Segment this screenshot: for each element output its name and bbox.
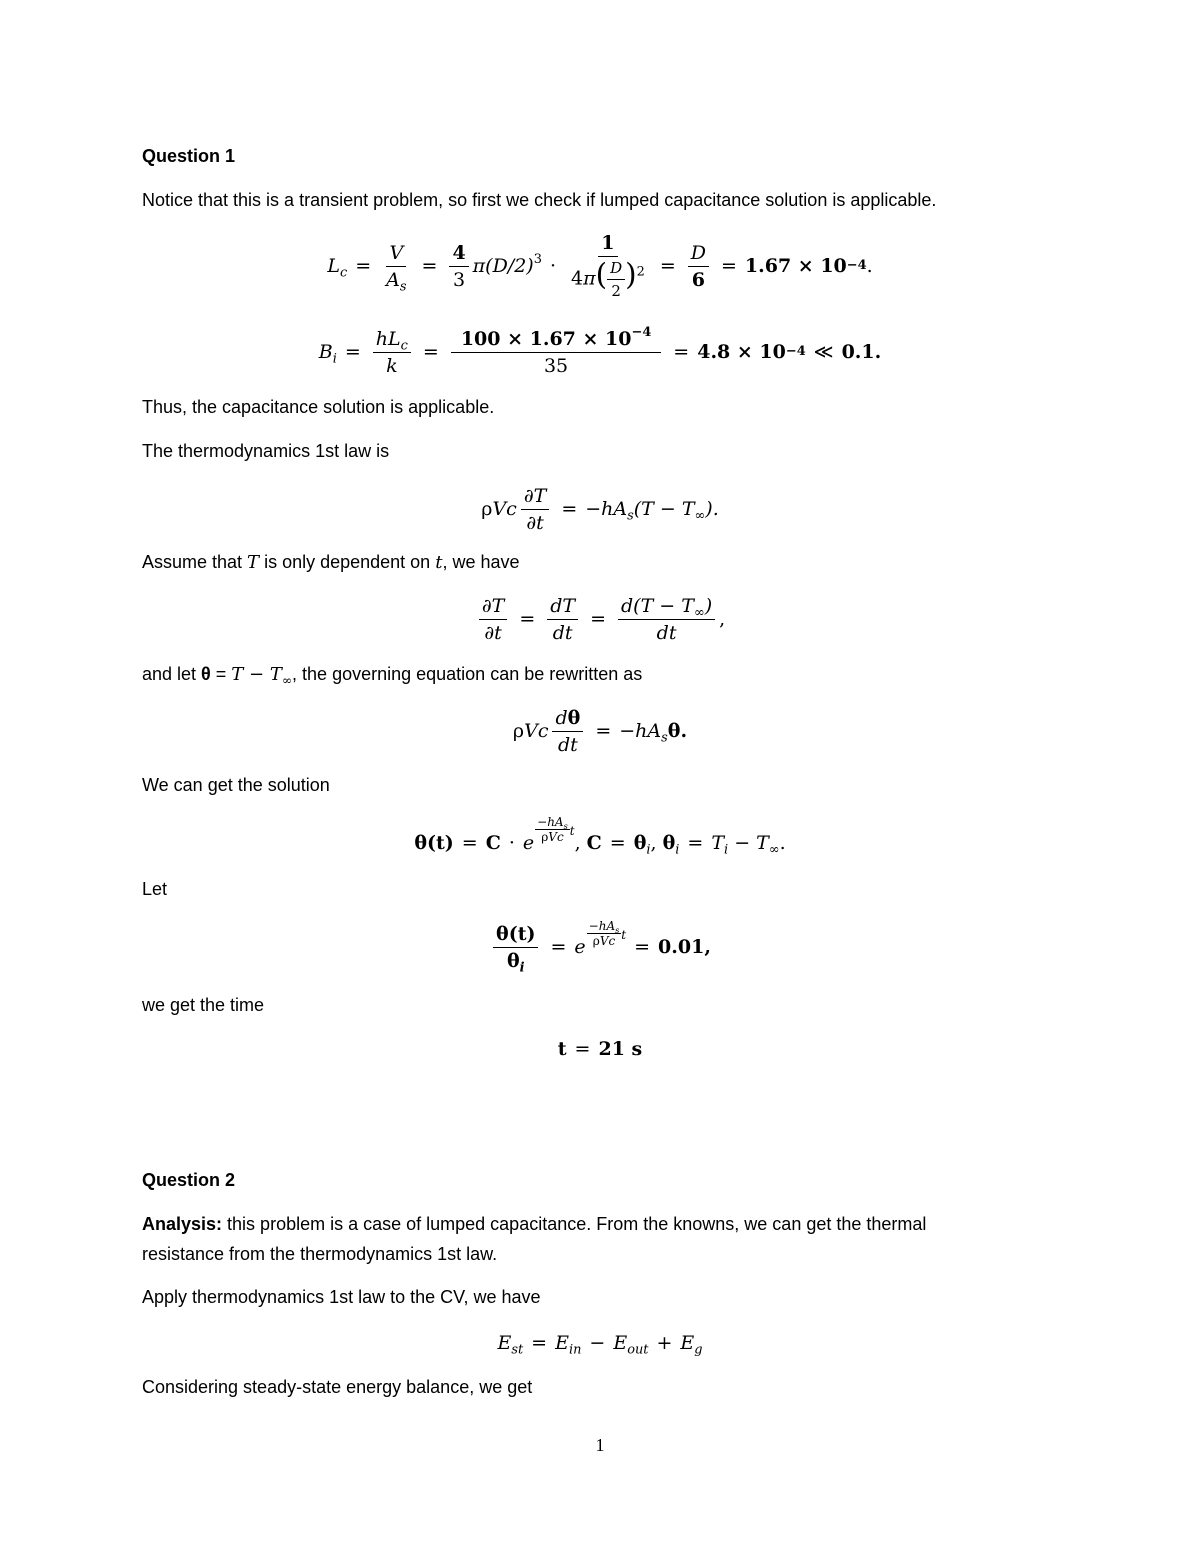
question-1-heading: Question 1	[142, 146, 236, 166]
first-law-equation: ρ Vc $\frac{\partial T}{\partial t}$ = $-hA_s(T - T_\infty)$.	[481, 484, 719, 534]
biot-equation: $B_i$ = $\frac{hL_c}{k}$ = $\frac{100 \times 1.67 \times 10^{-4}}{35}$ = 4.8 × 10 −4 ≪ 0.1.	[318, 324, 882, 377]
lc-value: 1.67 × 10	[744, 255, 847, 277]
ratio-equation: $\frac{\theta(t)}{\theta_i}$ = e $\frac{-hA_s}{\text{ρVc}}$ t = 0.01,	[0, 915, 1200, 979]
biot-denominator: 35	[543, 354, 569, 377]
governing-equation: ρ Vc $\frac{d\theta}{dt}$ = $-hA_s$ θ.	[512, 706, 688, 756]
q1-assume-text: Assume that T is only dependent on t, we have	[142, 552, 520, 573]
page-number: 1	[595, 1435, 605, 1455]
q1-intro-text: Notice that this is a transient problem, so first we check if lumped capacitance solution is applicable.	[142, 190, 937, 210]
q1-time-intro-text: we get the time	[142, 995, 265, 1015]
biot-numerator-exp: −4	[631, 324, 652, 340]
q1-let-theta-text: and let $\theta = T - T_\infty$, the governing equation can be rewritten as	[142, 664, 643, 688]
biot-numerator: 100 × 1.67 × 10	[460, 327, 632, 350]
q1-let-label: Let	[142, 879, 168, 899]
q2-analysis-text: Analysis: this problem is a case of lumped capacitance. From the knowns, we can get the thermal	[142, 1214, 927, 1234]
ratio-value: 0.01,	[658, 936, 711, 958]
lc-equation: $L_c$ = $\frac{V}{A_s}$ = $\frac{4}{3}$ $\pi(D/2)^3$ · 1 4π( $\frac{D}{2}$ )$^2$ = $\frac{D}{6}$ = 1.67 × 10 −4 .	[327, 232, 873, 300]
q2-steady-text: Considering steady-state energy balance, we get	[142, 1377, 533, 1397]
energy-balance-equation: $E_{st}$ = $E_{in}$ − $E_{out}$ + $E_g$	[497, 1332, 703, 1358]
q1-law-intro-text: The thermodynamics 1st law is	[142, 441, 390, 461]
derivative-equation: $\frac{\partial T}{\partial t}$ = $\frac{dT}{dt}$ = $\frac{d(T - T_\infty)}{dt}$ ,	[0, 590, 1200, 648]
time-result: 21 s	[598, 1038, 643, 1060]
q2-apply-text: Apply thermodynamics 1st law to the CV, we have	[142, 1287, 541, 1307]
biot-result: 4.8 × 10	[697, 341, 786, 363]
q1-solution-intro-text: We can get the solution	[142, 775, 330, 795]
q2-analysis-text-2: resistance from the thermodynamics 1st law.	[142, 1244, 498, 1264]
time-result-equation: t = 21 s	[557, 1038, 643, 1060]
solution-equation: θ(t) = C · e $\frac{-hA_s}{\text{ρVc}}$ t , C = θ $_i$ , θ $_i$ = $T_i - T_\infty$ .	[414, 814, 786, 858]
q1-conclusion-text: Thus, the capacitance solution is applicable.	[142, 397, 495, 417]
biot-limit: 0.1.	[841, 341, 882, 363]
question-2-heading: Question 2	[142, 1170, 236, 1190]
